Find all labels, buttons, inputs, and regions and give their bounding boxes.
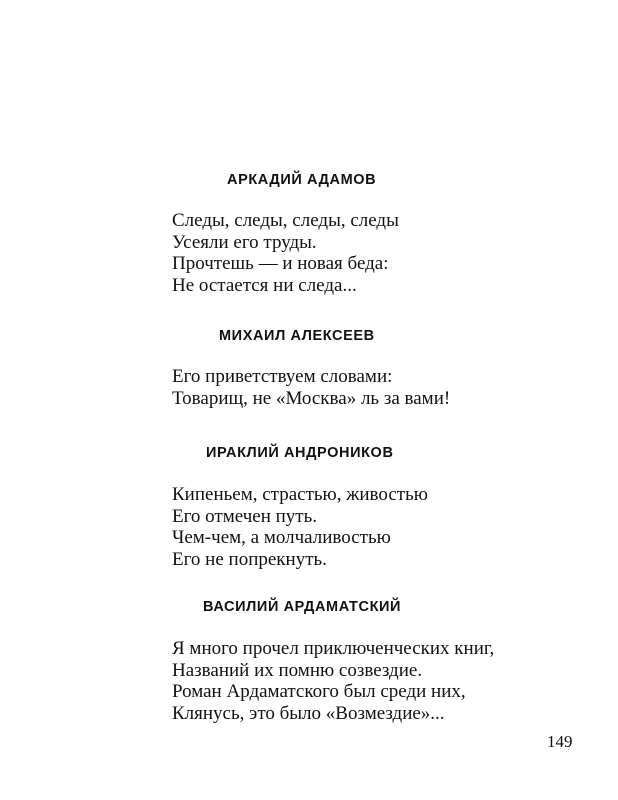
poem-line: Я много прочел приключенческих книг, [172,638,495,659]
author-heading-andronikov: ИРАКЛИЙ АНДРОНИКОВ [206,445,394,461]
poem-line: Чем-чем, а молчаливостью [172,527,391,548]
poem-ardamatsky [172,638,494,724]
poem-line: Кипеньем, страстью, живостью [172,484,428,505]
poem-line: Товарищ, не «Москва» ль за вами! [172,387,451,409]
poem-line: Его отмечен путь. [172,505,318,527]
author-heading-alekseev: МИХАИЛ АЛЕКСЕЕВ [219,328,375,344]
poem-line: Не остается ни следа... [172,274,357,296]
poem-line: Прочтешь — и новая беда: [172,253,389,274]
poem-line: Названий их помню созвездие. [172,659,423,681]
poem-line: Его не попрекнуть. [172,548,327,570]
page-number: 149 [547,732,573,751]
poem-line: Клянусь, это было «Возмездие»... [172,702,445,724]
poem-line: Роман Ардаматского был среди них, [172,681,466,702]
poem-line: Следы, следы, следы, следы [172,210,399,231]
author-heading-ardamatsky: ВАСИЛИЙ АРДАМАТСКИЙ [203,599,402,615]
poem-andronikov [172,484,428,570]
poem-adamov [172,210,399,296]
poem-line: Усеяли его труды. [172,231,317,253]
poem-line: Его приветствуем словами: [172,366,393,387]
poem-alekseev [172,366,450,409]
author-heading-adamov: АРКАДИЙ АДАМОВ [227,172,377,188]
